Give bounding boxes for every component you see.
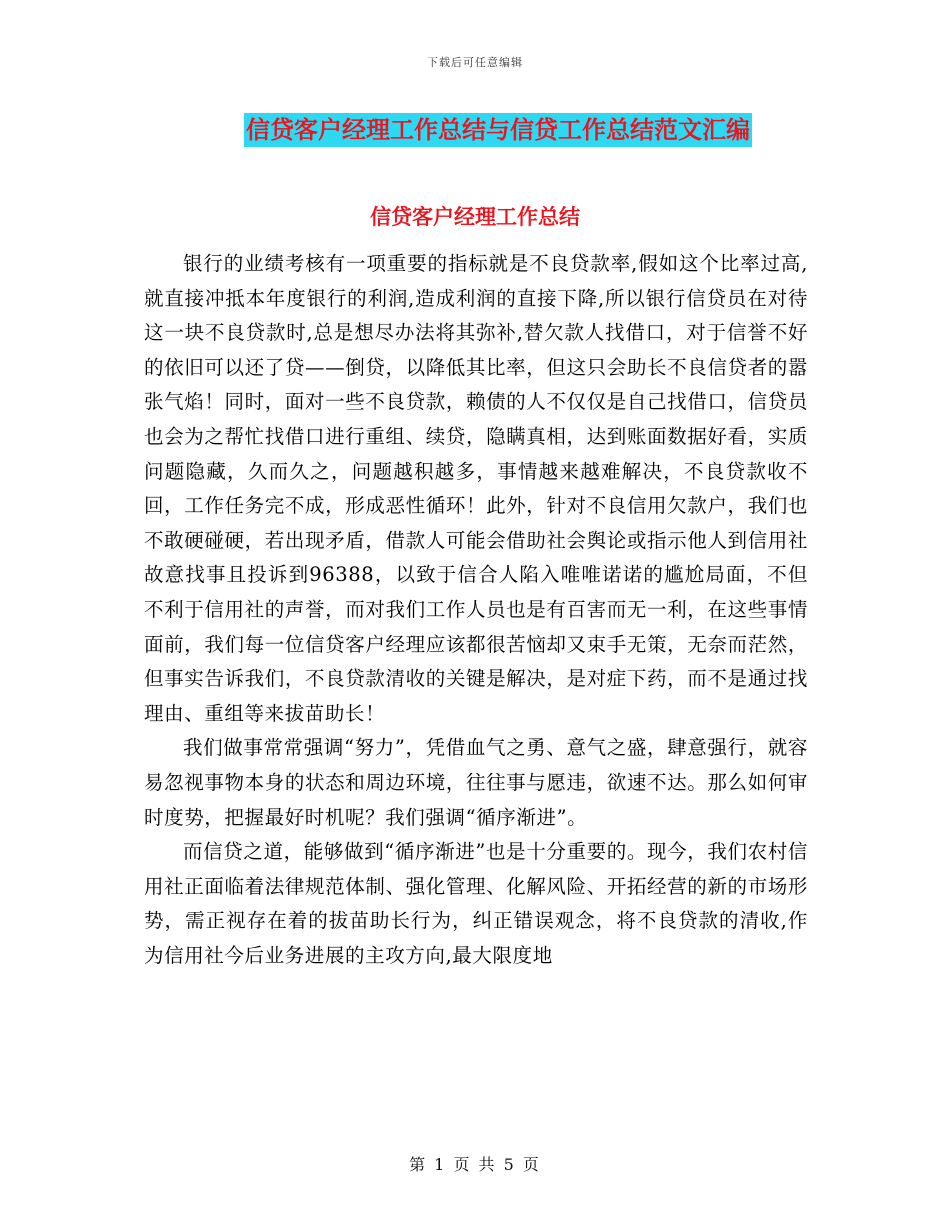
- paragraph: 我们做事常常强调“努力”，凭借血气之勇、意气之盛，肆意强行，就容易忽视事物本身的状态和周边环境，往往事与愿违，欲速不达。那么如何审时度势，把握最好时机呢？我们强调“循序渐进”。: [144, 736, 808, 829]
- section-title: 信贷客户经理工作总结: [370, 204, 580, 229]
- paragraph: 银行的业绩考核有一项重要的指标就是不良贷款率,假如这个比率过高,就直接冲抵本年度银行的利润,造成利润的直接下降,所以银行信贷员在对待这一块不良贷款时,总是想尽办法将其弥补,替欠款人找借口，对于信誉不好的依旧可以还了贷——倒贷，以降低其比率，但这只会助长不良信贷者的嚣张气焰！同时，面对一些不良贷款，赖债的人不仅仅是自己找借口，信贷员也会为之帮忙找借口进行重组、续贷，隐瞒真相，达到账面数据好看，实质问题隐藏，久而久之，问题越积越多，事情越来越难解决，不良贷款收不回，工作任务完不成，形成恶性循环！此外，针对不良信用欠款户，我们也不敢硬碰硬，若出现矛盾，借款人可能会借助社会舆论或指示他人到信用社故意找事且投诉到96388，以致于信合人陷入唯唯诺诺的尴尬局面，不但不利于信用社的声誉，而对我们工作人员也是有百害而无一利，在这些事情面前，我们每一位信贷客户经理应该都很苦恼却又束手无策，无奈而茫然，但事实告诉我们，不良贷款清收的关键是解决，是对症下药，而不是通过找理由、重组等来拔苗助长！: [144, 252, 808, 725]
- body-text: [144, 247, 808, 973]
- page-header-note: 下载后可任意编辑: [427, 56, 523, 69]
- page-number: 第 1 页 共 5 页: [409, 1155, 541, 1174]
- document-title: 信贷客户经理工作总结与信贷工作总结范文汇编: [244, 113, 752, 147]
- paragraph: 而信贷之道，能够做到“循序渐进”也是十分重要的。现今，我们农村信用社正面临着法律规范体制、强化管理、化解风险、开拓经营的新的市场形势，需正视存在着的拔苗助长行为，纠正错误观念，将不良贷款的清收,作为信用社今后业务进展的主攻方向,最大限度地: [144, 840, 808, 967]
- document-title-container: [0, 113, 950, 147]
